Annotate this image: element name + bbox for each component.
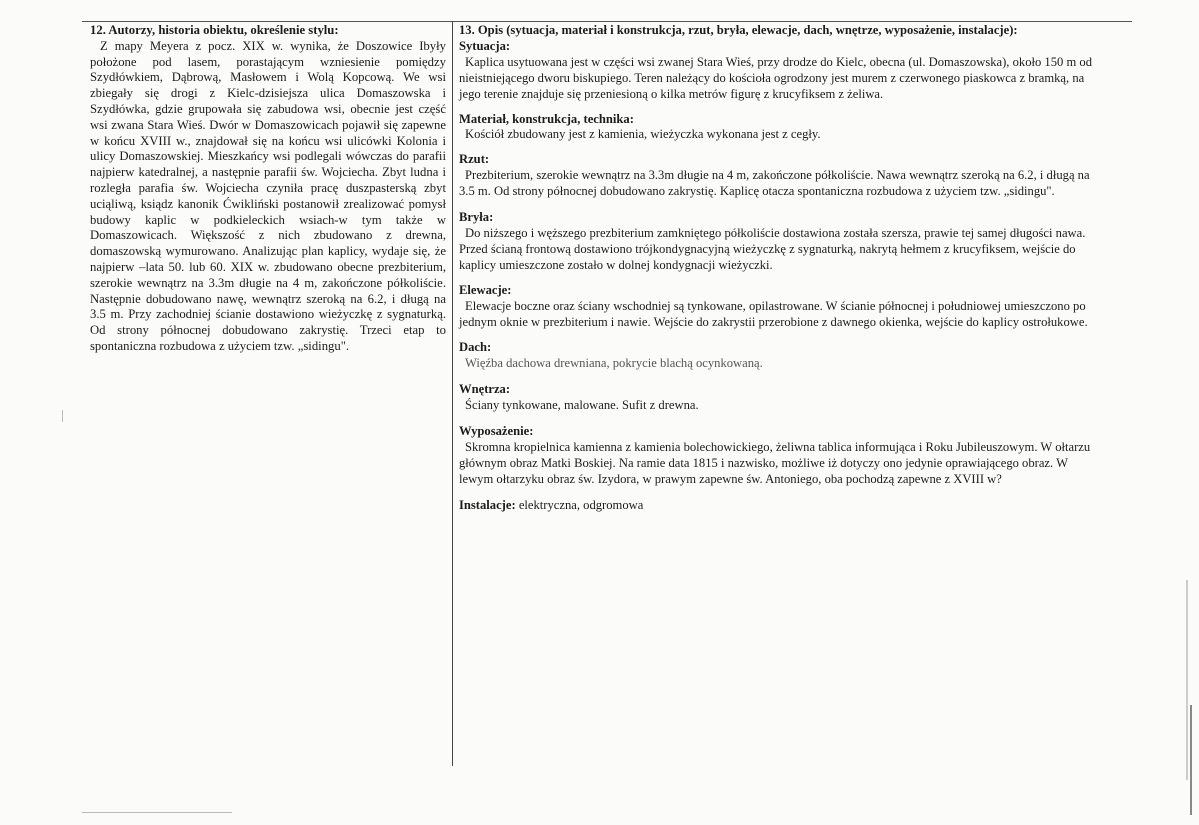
scan-mark-left	[62, 410, 63, 422]
history-column	[90, 23, 446, 355]
section-title: Instalacje:	[459, 497, 516, 512]
section-title: Wnętrza:	[459, 382, 511, 397]
scan-edge-right	[1186, 580, 1188, 780]
section-title: Bryła:	[459, 210, 494, 225]
section-dach	[459, 340, 1099, 372]
section-title: Rzut:	[459, 152, 490, 167]
section-text: Ściany tynkowane, malowane. Sufit z drewna.	[465, 398, 699, 413]
section-text: Więźba dachowa drewniana, pokrycie blachą ocynkowaną.	[465, 356, 763, 371]
section-title: Sytuacja:	[459, 38, 511, 53]
section-text: Kościół zbudowany jest z kamienia, wieżyczka wykonana jest z cegły.	[465, 127, 821, 142]
section-bryla	[459, 210, 1099, 274]
section-text: Elewacje boczne oraz ściany wschodniej są tynkowane, opilastrowane. W ścianie północnej i południowej umieszczono po jednym oknie w prezbiterium i nawie. Wejście do zakrystii przerobione z dawnego okienka, wejście do kaplicy ostrołukowe.	[459, 298, 1088, 329]
section-title: Materiał, konstrukcja, technika:	[459, 111, 634, 126]
instalacje-line	[459, 498, 1099, 514]
section-text: Prezbiterium, szerokie wewnątrz na 3.3m długie na 4 m, zakończone półkoliście. Nawa wewnątrz szeroką na 6.2, i długą na 3.5 m. Od strony północnej dobudowano zakrystię. Kaplicę otacza spontaniczna rozbudowa z użyciem tzw. „sidingu".	[459, 168, 1090, 199]
description-column	[459, 23, 1099, 514]
section-text: Skromna kropielnica kamienna z kamienia bolechowickiego, żeliwna tablica informująca i Roku Jubileuszowym. W ołtarzu głównym obraz Matki Boskiej. Na ramie data 1815 i nazwisko, możliwe iż dotyczy ono jedynie oprawiającego obraz. W lewym ołtarzyku obraz św. Izydora, w prawym zapewne św. Antoniego, oba pochodzą zapewne z XVIII w?	[459, 439, 1091, 486]
history-heading: 12. Autorzy, historia obiektu, określenie stylu:	[90, 23, 339, 37]
section-wnetrza	[459, 382, 1099, 414]
section-text: elektryczna, odgromowa	[515, 497, 644, 512]
section-title: Wyposażenie:	[459, 424, 534, 439]
section-title: Elewacje:	[459, 282, 512, 297]
table-top-rule	[82, 21, 1132, 22]
history-text: Z mapy Meyera z pocz. XIX w. wynika, że Doszowice Ibyły położone pod lasem, porastającym wzniesienie pomiędzy Szydłówkiem, Dąbrową, Masłowem i Wolą Kopcową. We wsi zbiegały się drogi z Kielc-dzisiejsza ulica Domaszowska i Szydłówka, gdzie grupowała się zabudowa wsi, obecnie jest część wsi zwana Stara Wieś. Dwór w Domaszowicach pojawił się zapewne w końcu XVIII w., znajdował się na końcu wsi ulicówki Kolonia i ulicy Domaszowskiej. Mieszkańcy wsi podlegali wówczas do parafii najpierw katedralnej, a następnie parafii św. Wojciecha. Zbyt ludna i rozległa parafia św. Wojciecha czyniła pracę duszpasterską zbyt uciąliwą, ksiądz kanonik Ćwikliński postanowił zrealizować pomysł budowy kaplic w podkieleckich wsiach-w tym także w Domaszowicach. Większość z nich zbudowano z drewna, domaszowską wymurowano. Analizując plan kaplicy, wydaje się, że najpierw –lata 50. lub 60. XIX w. zbudowano obecne prezbiterium, szerokie wewnątrz na 3.3m długie na 4 m, zakończone półkoliście. Następnie dobudowano nawę, wewnątrz szeroką na 6.2, i długą na 3.5 m. Przy zachodniej ścianie dostawiono wieżyczkę z sygnaturką. Od strony północnej dobudowano zakrystię. Trzeci etap to spontaniczna rozbudowa z użyciem tzw. „sidingu".	[90, 38, 446, 353]
section-sytuacja	[459, 39, 1099, 103]
section-title: Dach:	[459, 340, 492, 355]
section-wyposazenie	[459, 424, 1099, 488]
section-text: Kaplica usytuowana jest w części wsi zwanej Stara Wieś, przy drodze do Kielc, obecna (ul. Domaszowska), około 150 m od nieistniejącego dworu biskupiego. Teren należący do kościoła ogrodzony jest murem z czerwonego piaskowca z bramką, na jego terenie znajduje się przeniesioną o kilka metrów figurę z krucyfiksem z żeliwa.	[459, 54, 1093, 101]
description-heading: 13. Opis (sytuacja, materiał i konstrukcja, rzut, bryła, elewacje, dach, wnętrze, wyposażenie, instalacje):	[459, 23, 1018, 37]
scan-edge-right-dark	[1190, 705, 1192, 815]
section-rzut	[459, 152, 1099, 200]
section-text: Do niższego i węższego prezbiterium zamkniętego półkoliście dostawiona została szersza, prawie tej samej długości nawa. Przed ścianą frontową dostawiono trójkondygnacyjną wieżyczkę z sygnaturką, nakrytą hełmem z krucyfiksem, wejście do kaplicy umieszczone zostało w dolnej kondygnacji wieżyczki.	[459, 225, 1086, 272]
table-bottom-rule	[82, 812, 232, 813]
section-instalacje	[459, 498, 1099, 514]
column-divider	[452, 21, 453, 766]
section-elewacje	[459, 283, 1099, 331]
section-material	[459, 112, 1099, 144]
